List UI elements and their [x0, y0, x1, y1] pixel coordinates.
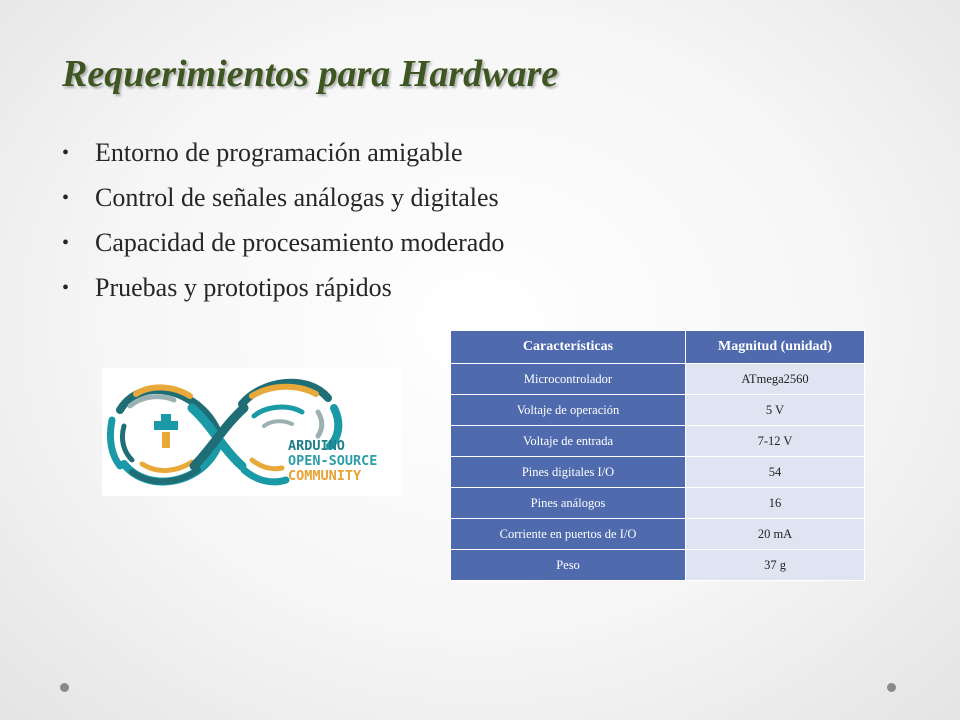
bullet-icon: • [62, 277, 70, 299]
bullet-icon: • [62, 187, 70, 209]
logo-line-open-source: OPEN-SOURCE [288, 453, 378, 469]
header-features: Características [451, 331, 686, 364]
slide-dot-left-icon [60, 683, 69, 692]
feature-cell: Peso [451, 550, 686, 581]
feature-cell: Voltaje de entrada [451, 426, 686, 457]
table-row [451, 395, 865, 426]
table-row [451, 519, 865, 550]
bullet-list [62, 132, 504, 312]
feature-cell: Pines digitales I/O [451, 457, 686, 488]
bullet-icon: • [62, 232, 70, 254]
magnitude-cell: ATmega2560 [686, 364, 865, 395]
table-row [451, 550, 865, 581]
bullet-item [62, 177, 504, 222]
magnitude-cell: 37 g [686, 550, 865, 581]
table-row [451, 457, 865, 488]
magnitude-cell: 7-12 V [686, 426, 865, 457]
specs-table [450, 330, 865, 581]
magnitude-cell: 5 V [686, 395, 865, 426]
logo-line-arduino: ARDUINO [288, 438, 345, 454]
bullet-text: Control de señales análogas y digitales [95, 183, 499, 212]
magnitude-cell: 16 [686, 488, 865, 519]
logo-text [288, 439, 377, 484]
bullet-item [62, 267, 504, 312]
table-row [451, 426, 865, 457]
table-row [451, 488, 865, 519]
bullet-icon: • [62, 142, 70, 164]
bullet-item [62, 132, 504, 177]
table-header-row [451, 331, 865, 364]
feature-cell: Voltaje de operación [451, 395, 686, 426]
bullet-text: Pruebas y prototipos rápidos [95, 273, 392, 302]
table-row [451, 364, 865, 395]
magnitude-cell: 20 mA [686, 519, 865, 550]
feature-cell: Microcontrolador [451, 364, 686, 395]
slide-title: Requerimientos para Hardware [62, 53, 559, 95]
header-magnitude: Magnitud (unidad) [686, 331, 865, 364]
feature-cell: Corriente en puertos de I/O [451, 519, 686, 550]
bullet-text: Capacidad de procesamiento moderado [95, 228, 505, 257]
magnitude-cell: 54 [686, 457, 865, 488]
logo-line-community: COMMUNITY [288, 468, 362, 484]
bullet-text: Entorno de programación amigable [95, 138, 463, 167]
arduino-logo [102, 368, 402, 496]
bullet-item [62, 222, 504, 267]
feature-cell: Pines análogos [451, 488, 686, 519]
slide-dot-right-icon [887, 683, 896, 692]
